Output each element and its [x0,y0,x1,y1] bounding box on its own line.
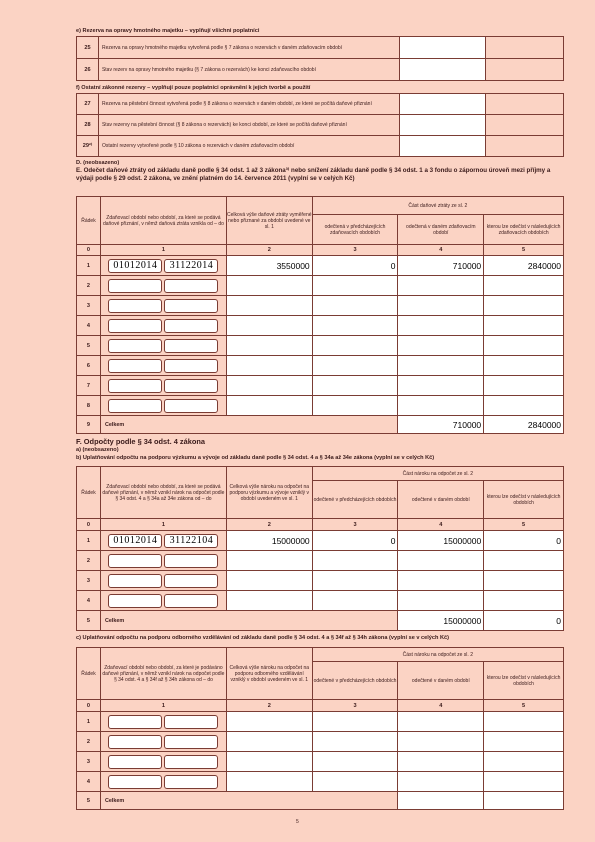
date-from-field[interactable] [108,279,162,293]
period-cell [100,591,226,611]
current-field[interactable]: 15000000 [398,531,484,551]
row-number: 2 [77,551,101,571]
period-cell [100,336,226,356]
table-row [77,256,564,276]
col-row-header: Řádek [77,648,101,700]
date-to-field[interactable] [164,359,218,373]
total-field[interactable] [226,591,312,611]
total-field[interactable] [226,336,312,356]
total-current-field[interactable]: 710000 [398,416,484,434]
table-row [77,356,564,376]
row-number: 7 [77,376,101,396]
col-number: 5 [484,519,564,531]
section-e-title: E. Odečet daňové ztráty od základu daně podle § 34 odst. 1 až 3 zákona³⁾ nebo snížení základu daně podle § 34 odst. 1 a 3 fondu o zápornou úroveň mezi příjmy a výdaji podle § 29 odst. 2 zákona, ve znění platném do 14. července 2011 (vyplní se v celých Kč) [76,167,551,182]
date-to-field[interactable] [164,379,218,393]
date-from-field[interactable] [108,594,162,608]
period-cell [100,712,226,732]
next-field[interactable] [484,551,564,571]
total-label: Celkem [100,611,397,631]
column-number-row [77,700,564,712]
empty-cell [486,136,564,157]
date-from-field[interactable] [108,319,162,333]
col-row-header: Řádek [77,197,101,245]
column-number-row [77,245,564,256]
total-field[interactable] [226,396,312,416]
date-to-field[interactable] [164,279,218,293]
current-field[interactable] [398,571,484,591]
col-number: 3 [312,245,398,256]
prev-field[interactable] [312,712,398,732]
col-period-header: Zdaňovací období nebo období, za které se podává daňové přiznání, v němž daňová ztráta vznikla od – do [100,197,226,245]
col-number: 4 [398,245,484,256]
col-next-header: kterou lze odečíst v následujících zdaňovacích obdobích [484,215,564,245]
date-to-field[interactable]: 31122104 [164,534,218,548]
date-to-field[interactable] [164,735,218,749]
total-field[interactable] [226,732,312,752]
date-from-field[interactable] [108,299,162,313]
prev-field[interactable] [312,316,398,336]
row-number: 8 [77,396,101,416]
current-field[interactable] [398,732,484,752]
date-to-field[interactable] [164,775,218,789]
reserve-f-table [76,93,564,157]
table-row [77,376,564,396]
current-field[interactable] [398,772,484,792]
total-next-field[interactable]: 0 [484,611,564,631]
row-number: 1 [77,256,101,276]
value-field[interactable] [400,115,486,136]
next-field[interactable] [484,396,564,416]
prev-field[interactable] [312,276,398,296]
period-cell [100,772,226,792]
col-part-header: Část nároku na odpočet ze sl. 2 [312,467,563,481]
col-current-header: odečtené v daném období [398,481,484,519]
prev-field[interactable]: 0 [312,256,398,276]
col-prev-header: odečtené v předcházejících obdobích [312,662,398,700]
row-number: 2 [77,732,101,752]
prev-field[interactable] [312,732,398,752]
total-label: Celkem [100,416,397,434]
table-row [77,752,564,772]
col-next-header: kterou lze odečíst v následujících obdobích [484,662,564,700]
prev-field[interactable] [312,591,398,611]
total-next-field[interactable] [484,792,564,810]
reserve-row [77,115,564,136]
col-total-header: Celková výše daňové ztráty vyměřené nebo přiznané za období uvedené ve sl. 1 [226,197,312,245]
date-to-field[interactable] [164,299,218,313]
col-number: 2 [226,700,312,712]
row-number: 5 [77,336,101,356]
value-field[interactable] [400,94,486,115]
period-cell [100,396,226,416]
next-field[interactable] [484,336,564,356]
row-number: 3 [77,571,101,591]
prev-field[interactable]: 0 [312,531,398,551]
col-current-header: odečtená v daném zdaňovacím období [398,215,484,245]
table-row [77,316,564,336]
next-field[interactable]: 2840000 [484,256,564,276]
date-from-field[interactable] [108,359,162,373]
empty-cell [486,94,564,115]
date-from-field[interactable] [108,554,162,568]
total-field[interactable] [226,571,312,591]
total-field[interactable] [226,712,312,732]
empty-cell [486,59,564,81]
period-cell [100,732,226,752]
date-to-field[interactable] [164,339,218,353]
total-field[interactable] [226,296,312,316]
current-field[interactable] [398,591,484,611]
col-number: 1 [100,700,226,712]
col-number: 2 [226,519,312,531]
total-row [77,416,564,434]
total-field[interactable]: 3550000 [226,256,312,276]
current-field[interactable] [398,316,484,336]
reserve-row [77,37,564,59]
total-field[interactable] [226,752,312,772]
row-number: 5 [77,792,101,810]
reserve-row [77,136,564,157]
value-field[interactable] [400,136,486,157]
reserve-e-table [76,36,564,81]
col-total-header: Celková výše nároku na odpočet na podporu odborného vzdělávání vzniklý v období uvedeném ve sl. 1 [226,648,312,700]
col-number: 5 [484,700,564,712]
row-number: 6 [77,356,101,376]
current-field[interactable] [398,296,484,316]
total-next-field[interactable]: 2840000 [484,416,564,434]
date-from-field[interactable] [108,715,162,729]
date-to-field[interactable] [164,574,218,588]
table-row [77,336,564,356]
current-field[interactable] [398,356,484,376]
row-number: 3 [77,296,101,316]
col-number: 5 [484,245,564,256]
table-row [77,531,564,551]
date-from-field[interactable]: 01012014 [108,259,162,273]
period-cell [100,376,226,396]
col-current-header: odečtené v daném období [398,662,484,700]
col-total-header: Celková výše nároku na odpočet na podporu výzkumu a vývoje vzniklý v období uvedeném ve sl. 1 [226,467,312,519]
date-to-field[interactable]: 31122014 [164,259,218,273]
period-cell [100,531,226,551]
next-field[interactable] [484,752,564,772]
total-field[interactable]: 15000000 [226,531,312,551]
period-cell [100,256,226,276]
date-from-field[interactable] [108,399,162,413]
prev-field[interactable] [312,772,398,792]
col-period-header: Zdaňovací období nebo období, za které je podáváno daňové přiznání, v němž vznikl nárok na odpočet podle § 34 odst. 4 a § 34f až § 34h zákona od – do [100,648,226,700]
period-cell [100,752,226,772]
date-from-field[interactable] [108,735,162,749]
period-cell [100,356,226,376]
loss-table [76,196,564,434]
next-field[interactable] [484,712,564,732]
date-to-field[interactable] [164,594,218,608]
value-field[interactable] [400,59,486,81]
total-field[interactable] [226,356,312,376]
row-text: Stav rezerv na opravy hmotného majetku (§ 7 zákona o rezervách) ke konci zdaňovacího období [98,59,399,81]
total-field[interactable] [226,551,312,571]
date-from-field[interactable] [108,755,162,769]
header-row [77,467,564,481]
col-number: 3 [312,519,398,531]
prev-field[interactable] [312,336,398,356]
section-f-c-heading: c) Uplatňování odpočtu na podporu odborného vzdělávání od základu daně podle § 34 odst. 4 a § 34f až § 34h zákona (vyplní se v celých Kč) [76,635,450,641]
date-to-field[interactable] [164,755,218,769]
next-field[interactable] [484,296,564,316]
period-cell [100,296,226,316]
current-field[interactable]: 710000 [398,256,484,276]
row-number: 5 [77,611,101,631]
date-to-field[interactable] [164,554,218,568]
current-field[interactable] [398,551,484,571]
header-row [77,648,564,662]
next-field[interactable] [484,276,564,296]
next-field[interactable]: 0 [484,531,564,551]
empty-cell [486,37,564,59]
row-text: Rezerva na opravy hmotného majetku vytvořená podle § 7 zákona o rezervách v daném zdaňovacím období [98,37,399,59]
total-current-field[interactable] [398,792,484,810]
next-field[interactable] [484,376,564,396]
table-row [77,396,564,416]
section-f-b-heading: b) Uplatňování odpočtu na podporu výzkumu a vývoje od základu daně podle § 34 odst. 4 a § 34a až 34e zákona (vyplní se v celých Kč) [76,455,435,461]
col-number: 1 [100,519,226,531]
empty-cell [486,115,564,136]
section-d-title: D. (neobsazeno) [76,160,120,166]
prev-field[interactable] [312,551,398,571]
next-field[interactable] [484,571,564,591]
total-field[interactable] [226,276,312,296]
prev-field[interactable] [312,752,398,772]
prev-field[interactable] [312,396,398,416]
row-number: 4 [77,591,101,611]
total-field[interactable] [226,316,312,336]
row-number: 2 [77,276,101,296]
table-row [77,571,564,591]
total-label: Celkem [100,792,397,810]
row-number: 1 [77,531,101,551]
current-field[interactable] [398,376,484,396]
col-number: 0 [77,245,101,256]
current-field[interactable] [398,396,484,416]
date-from-field[interactable] [108,775,162,789]
row-number: 1 [77,712,101,732]
current-field[interactable] [398,336,484,356]
col-number: 4 [398,700,484,712]
col-prev-header: odečtené v předcházejících obdobích [312,481,398,519]
row-text: Rezerva na pěstební činnost vytvořená podle § 8 zákona o rezervách v daném období, ze které se počítá daňové přiznání [98,94,399,115]
col-number: 0 [77,700,101,712]
prev-field[interactable] [312,376,398,396]
date-from-field[interactable] [108,574,162,588]
next-field[interactable] [484,591,564,611]
col-part-header: Část nároku na odpočet ze sl. 2 [312,648,563,662]
table-row [77,296,564,316]
total-field[interactable] [226,772,312,792]
date-from-field[interactable] [108,339,162,353]
training-table [76,647,564,810]
reserve-row [77,94,564,115]
next-field[interactable] [484,356,564,376]
table-row [77,772,564,792]
col-number: 2 [226,245,312,256]
table-row [77,276,564,296]
col-part-header: Část daňové ztráty ze sl. 2 [312,197,563,215]
row-number: 26 [77,59,99,81]
reserve-row [77,59,564,81]
row-number: 25 [77,37,99,59]
current-field[interactable] [398,752,484,772]
next-field[interactable] [484,316,564,336]
row-number: 29²⁾ [77,136,99,157]
row-text: Stav rezervy na pěstební činnost (§ 8 zákona o rezervách) ke konci období, ze které se počítá daňové přiznání [98,115,399,136]
row-number: 9 [77,416,101,434]
page-number: 5 [296,819,299,825]
date-to-field[interactable] [164,319,218,333]
col-number: 3 [312,700,398,712]
row-text: Ostatní rezervy vytvořené podle § 10 zákona o rezervách v daném zdaňovacím období [98,136,399,157]
table-row [77,732,564,752]
table-row [77,712,564,732]
col-row-header: Řádek [77,467,101,519]
date-from-field[interactable]: 01012014 [108,534,162,548]
current-field[interactable] [398,276,484,296]
period-cell [100,316,226,336]
row-number: 3 [77,752,101,772]
total-row [77,792,564,810]
col-period-header: Zdaňovací období nebo období, za které se podává daňové přiznání, v němž vznikl nárok na odpočet podle § 34 odst. 4 a § 34a až 34e zákona od – do [100,467,226,519]
research-table [76,466,564,631]
date-from-field[interactable] [108,379,162,393]
total-current-field[interactable]: 15000000 [398,611,484,631]
row-number: 28 [77,115,99,136]
row-number: 27 [77,94,99,115]
section-f-title: F. Odpočty podle § 34 odst. 4 zákona [76,437,205,446]
row-number: 4 [77,316,101,336]
col-number: 1 [100,245,226,256]
period-cell [100,551,226,571]
table-row [77,551,564,571]
header-row [77,197,564,215]
section-f-a: a) (neobsazeno) [76,447,119,453]
table-row [77,591,564,611]
total-field[interactable] [226,376,312,396]
col-next-header: kterou lze odečíst v následujících obdobích [484,481,564,519]
prev-field[interactable] [312,296,398,316]
period-cell [100,571,226,591]
col-number: 4 [398,519,484,531]
value-field[interactable] [400,37,486,59]
column-number-row [77,519,564,531]
prev-field[interactable] [312,356,398,376]
reserve-e-heading: e) Rezerva na opravy hmotného majetku – vyplňují všichni poplatníci [76,28,260,34]
next-field[interactable] [484,772,564,792]
row-number: 4 [77,772,101,792]
total-row [77,611,564,631]
current-field[interactable] [398,712,484,732]
prev-field[interactable] [312,571,398,591]
date-to-field[interactable] [164,399,218,413]
next-field[interactable] [484,732,564,752]
col-prev-header: odečtená v předcházejících zdaňovacích obdobích [312,215,398,245]
date-to-field[interactable] [164,715,218,729]
reserve-f-heading: f) Ostatní zákonné rezervy – vyplňují pouze poplatníci oprávnění k jejich tvorbě a použití [76,85,311,91]
col-number: 0 [77,519,101,531]
period-cell [100,276,226,296]
